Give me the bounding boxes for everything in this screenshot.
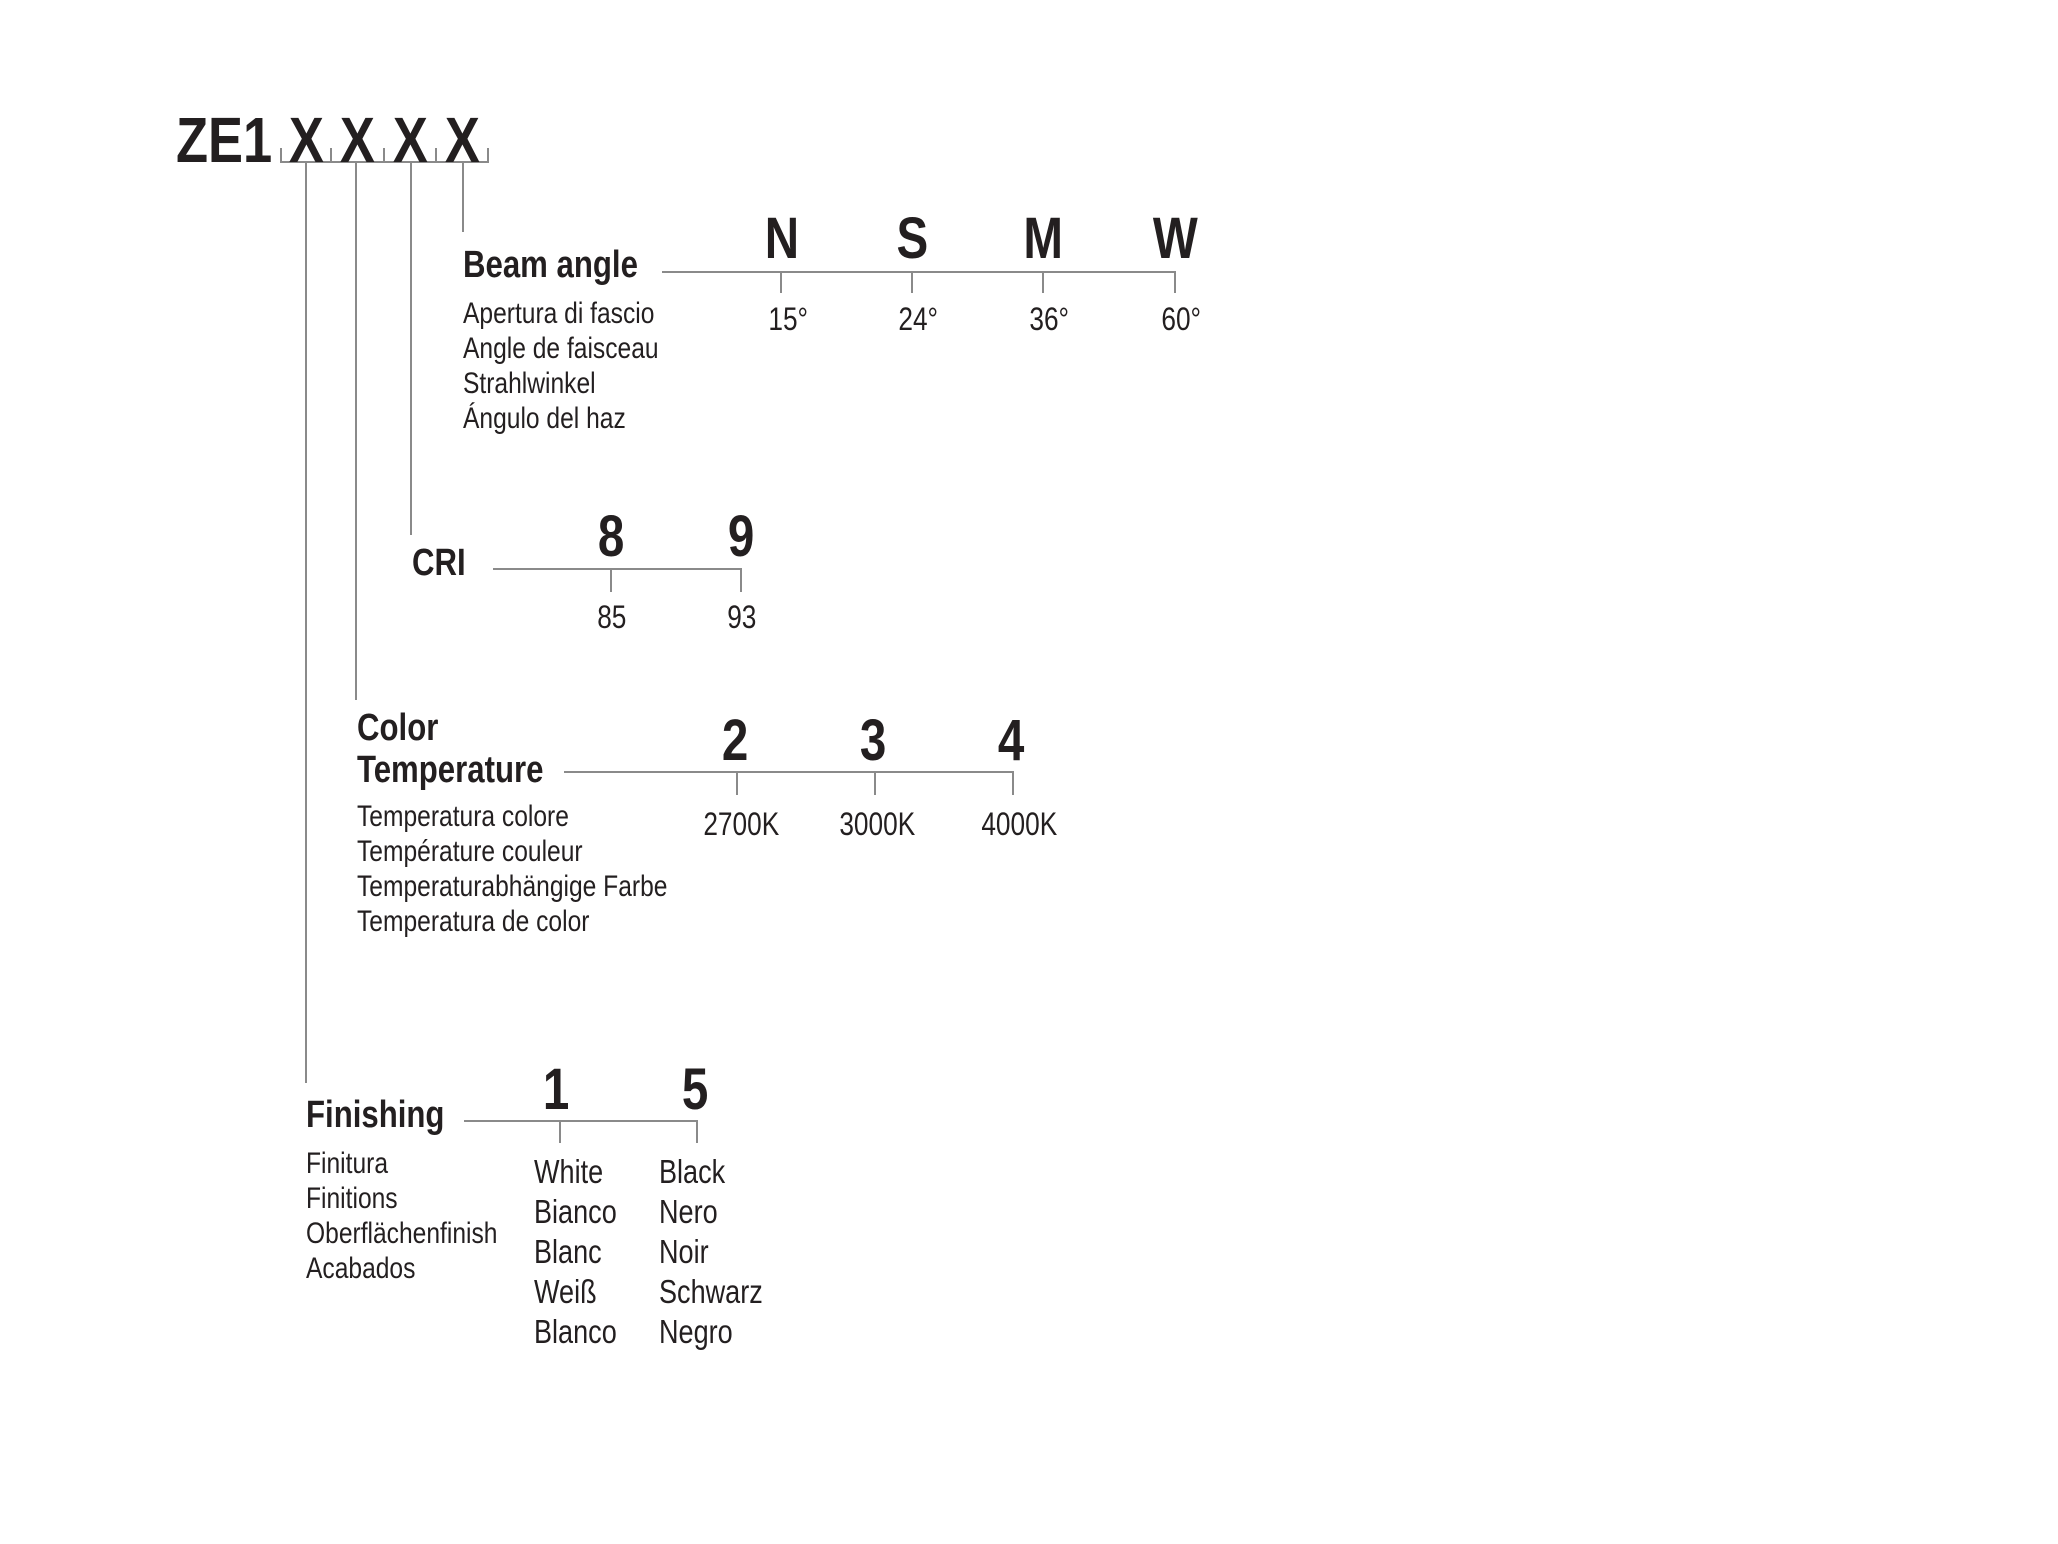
cri-code-9: 9	[727, 504, 755, 569]
beam-angle-value-m: 36°	[1029, 301, 1069, 337]
color-temperature-code-2: 2	[721, 708, 749, 773]
cri-code-8: 8	[597, 504, 625, 569]
beam-angle-code-w: W	[1152, 206, 1198, 271]
placeholder-finishing: X	[288, 104, 324, 176]
color-temperature-code-4: 4	[997, 708, 1025, 773]
finishing-names-black: Black Nero Noir Schwarz Negro	[659, 1153, 763, 1350]
beam-angle-title: Beam angle	[463, 244, 638, 286]
beam-angle-code-n: N	[764, 206, 800, 271]
color-temperature-translations: Temperatura colore Température couleur Temperaturabhängige Farbe Temperatura de color	[357, 800, 668, 938]
placeholder-beam-angle: X	[444, 104, 480, 176]
cri-value-85: 85	[597, 599, 627, 635]
finishing-code-1: 1	[542, 1057, 570, 1122]
finishing-translations: Finitura Finitions Oberflächenfinish Acabados	[306, 1147, 498, 1285]
product-code-prefix: ZE1	[176, 104, 273, 176]
beam-angle-translations: Apertura di fascio Angle de faisceau Strahlwinkel Ángulo del haz	[463, 297, 659, 435]
color-temperature-title: Color Temperature	[357, 707, 544, 791]
color-temperature-value-3000k: 3000K	[839, 806, 915, 842]
beam-angle-value-s: 24°	[898, 301, 938, 337]
color-temperature-value-4000k: 4000K	[981, 806, 1057, 842]
beam-angle-code-s: S	[896, 206, 928, 271]
cri-title: CRI	[412, 542, 466, 584]
placeholder-color-temperature: X	[339, 104, 375, 176]
cri-value-93: 93	[727, 599, 757, 635]
finishing-code-5: 5	[681, 1057, 709, 1122]
color-temperature-code-3: 3	[859, 708, 887, 773]
beam-angle-value-w: 60°	[1161, 301, 1201, 337]
beam-angle-code-m: M	[1023, 206, 1063, 271]
finishing-names-white: White Bianco Blanc Weiß Blanco	[534, 1153, 617, 1350]
finishing-title: Finishing	[306, 1094, 445, 1136]
color-temperature-value-2700k: 2700K	[703, 806, 779, 842]
beam-angle-value-n: 15°	[768, 301, 808, 337]
placeholder-cri: X	[392, 104, 428, 176]
